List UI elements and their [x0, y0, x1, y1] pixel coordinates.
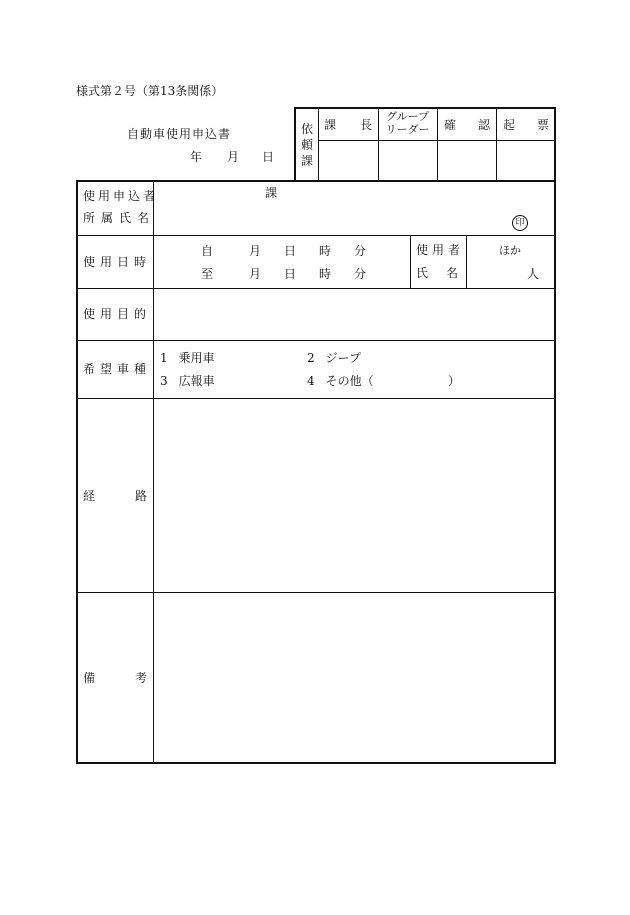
row-divider-4 — [77, 398, 554, 399]
date-year-label: 年 — [190, 150, 203, 164]
users-label-line2: 氏名 — [416, 266, 477, 280]
table-left-border — [76, 180, 78, 764]
approval-right-border — [554, 107, 556, 181]
applicant-label-line1: 使用申込者 — [83, 189, 159, 203]
group-leader-header: グループ リーダー — [385, 110, 430, 136]
vehicle-option-4: 4 その他（ — [307, 374, 374, 388]
requesting-dept-char-2: 頼 — [301, 138, 314, 152]
label-column-divider — [153, 181, 154, 763]
users-col-divider-2 — [466, 236, 467, 288]
seal-mark: 印 — [512, 215, 528, 231]
approval-divider-3 — [437, 108, 438, 181]
vehicle-option-2: 2 ジープ — [307, 351, 362, 365]
to-day: 日 — [284, 267, 297, 281]
approval-top-border — [294, 107, 555, 109]
route-label: 経 路 — [83, 489, 147, 503]
to-prefix: 至 — [201, 267, 214, 281]
vehicle-option-3: 3 広報車 — [160, 374, 215, 388]
drafter-header: 起 票 — [503, 118, 549, 132]
approval-left-border — [294, 107, 296, 181]
users-col-divider-1 — [410, 236, 411, 288]
form-number: 様式第２号（第13条関係） — [76, 84, 224, 98]
vehicle-option-4-close: ） — [448, 374, 461, 388]
table-bottom-border — [76, 762, 556, 764]
row-divider-2 — [77, 288, 554, 289]
vehicle-type-label: 希望車種 — [83, 362, 152, 376]
from-month: 月 — [249, 244, 262, 258]
from-hour: 時 — [319, 244, 332, 258]
row-divider-3 — [77, 340, 554, 341]
to-hour: 時 — [319, 267, 332, 281]
applicant-section-suffix: 課 — [265, 186, 278, 200]
users-people-unit: 人 — [527, 267, 540, 281]
to-minute: 分 — [354, 267, 367, 281]
table-top-border — [76, 180, 556, 182]
section-chief-header: 課 長 — [324, 118, 372, 132]
from-minute: 分 — [354, 244, 367, 258]
row-divider-5 — [77, 592, 554, 593]
users-others-label: ほか — [499, 244, 521, 257]
purpose-label: 使用目的 — [83, 307, 152, 321]
usage-datetime-label: 使用日時 — [83, 255, 152, 269]
requesting-dept-char-3: 課 — [301, 154, 314, 168]
date-month-label: 月 — [227, 150, 240, 164]
from-prefix: 自 — [201, 244, 214, 258]
approval-divider-4 — [496, 108, 497, 181]
row-divider-1 — [77, 235, 554, 236]
form-title: 自動車使用申込書 — [127, 127, 232, 141]
date-day-label: 日 — [262, 150, 275, 164]
applicant-label-line2: 所属氏名 — [83, 211, 156, 225]
confirmation-header: 確 認 — [444, 118, 490, 132]
from-day: 日 — [284, 244, 297, 258]
table-right-border — [554, 180, 556, 764]
remarks-label: 備 考 — [83, 671, 147, 685]
requesting-dept-char-1: 依 — [301, 122, 314, 136]
approval-divider-1 — [318, 108, 319, 181]
users-label-line1: 使用者 — [416, 243, 465, 257]
to-month: 月 — [249, 267, 262, 281]
vehicle-option-1: 1 乗用車 — [160, 351, 215, 365]
